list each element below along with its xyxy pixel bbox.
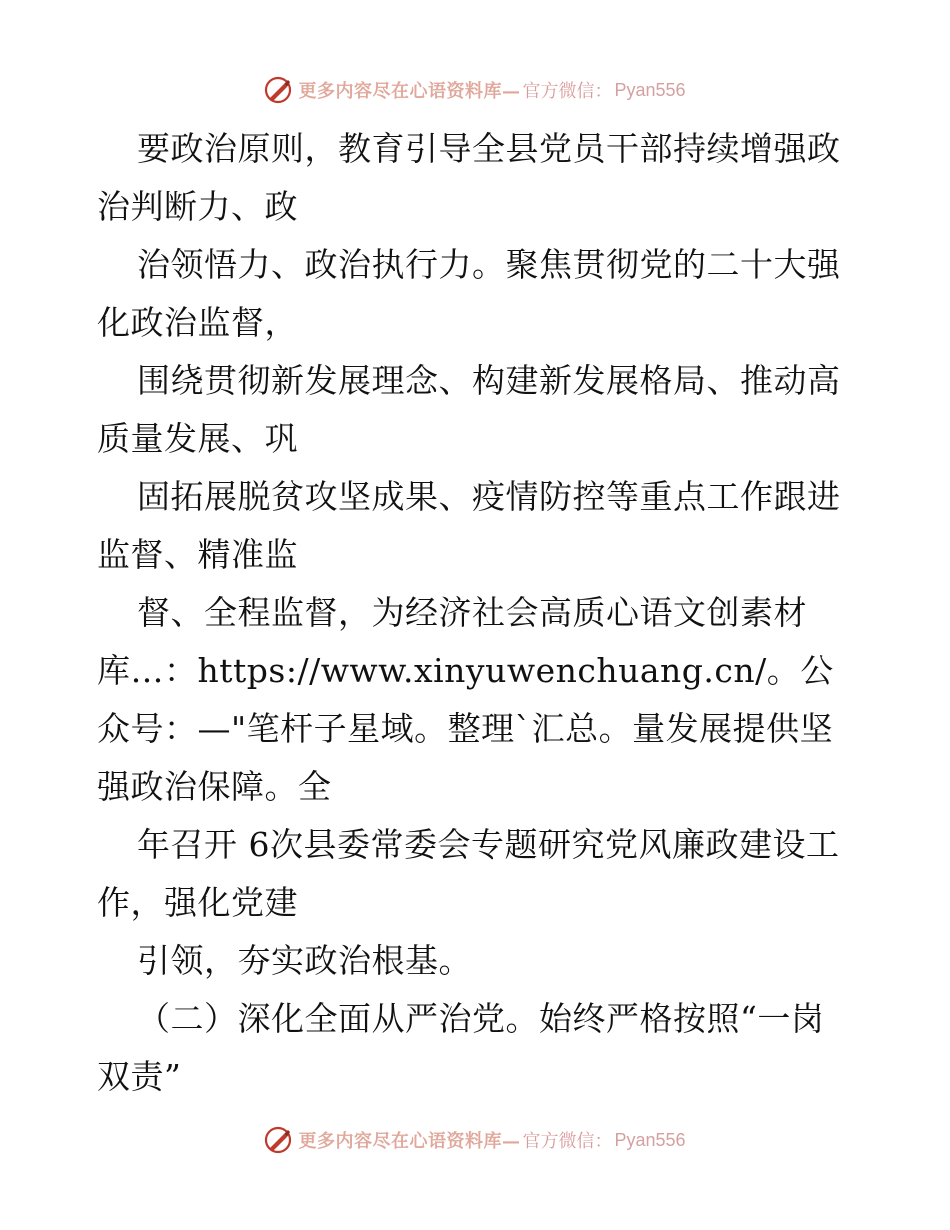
footer-watermark-banner — [0, 1120, 950, 1160]
footer-banner-wechat-label: 官方微信： — [522, 1131, 613, 1152]
footer-banner-text: 更多内容尽在心语资料库— — [298, 1131, 521, 1152]
pen-logo-icon — [264, 76, 292, 104]
header-banner-text: 更多内容尽在心语资料库— — [298, 81, 521, 102]
body-paragraph: 年召开 6次县委常委会专题研究党风廉政建设工作，强化党建 — [97, 825, 840, 922]
header-banner-wechat-id: Pyan556 — [614, 79, 686, 100]
body-paragraph: 治领悟力、政治执行力。聚焦贯彻党的二十大强化政治监督， — [97, 245, 841, 342]
document-body — [97, 120, 857, 1106]
body-paragraph: 要政治原则，教育引导全县党员干部持续增强政治判断力、政 — [97, 129, 841, 226]
body-paragraph: 引领，夯实政治根基。 — [137, 941, 472, 980]
header-watermark-banner — [0, 70, 950, 110]
body-paragraph: （二）深化全面从严治党。始终严格按照“一岗双责” — [97, 999, 825, 1096]
pen-logo-icon — [264, 1126, 292, 1154]
body-paragraph: 固拓展脱贫攻坚成果、疫情防控等重点工作跟进监督、精准监 — [97, 477, 841, 574]
footer-banner-wechat-id: Pyan556 — [614, 1129, 686, 1150]
body-paragraph: 围绕贯彻新发展理念、构建新发展格局、推动高质量发展、巩 — [97, 361, 841, 458]
body-paragraph: 督、全程监督，为经济社会高质心语文创素材库…：https://www.xinyuwenchuang.cn/。公众号：—"笔杆子星域。整理`汇总。量发展提供坚强政治保障。全 — [97, 593, 834, 806]
header-banner-wechat-label: 官方微信： — [522, 81, 613, 102]
